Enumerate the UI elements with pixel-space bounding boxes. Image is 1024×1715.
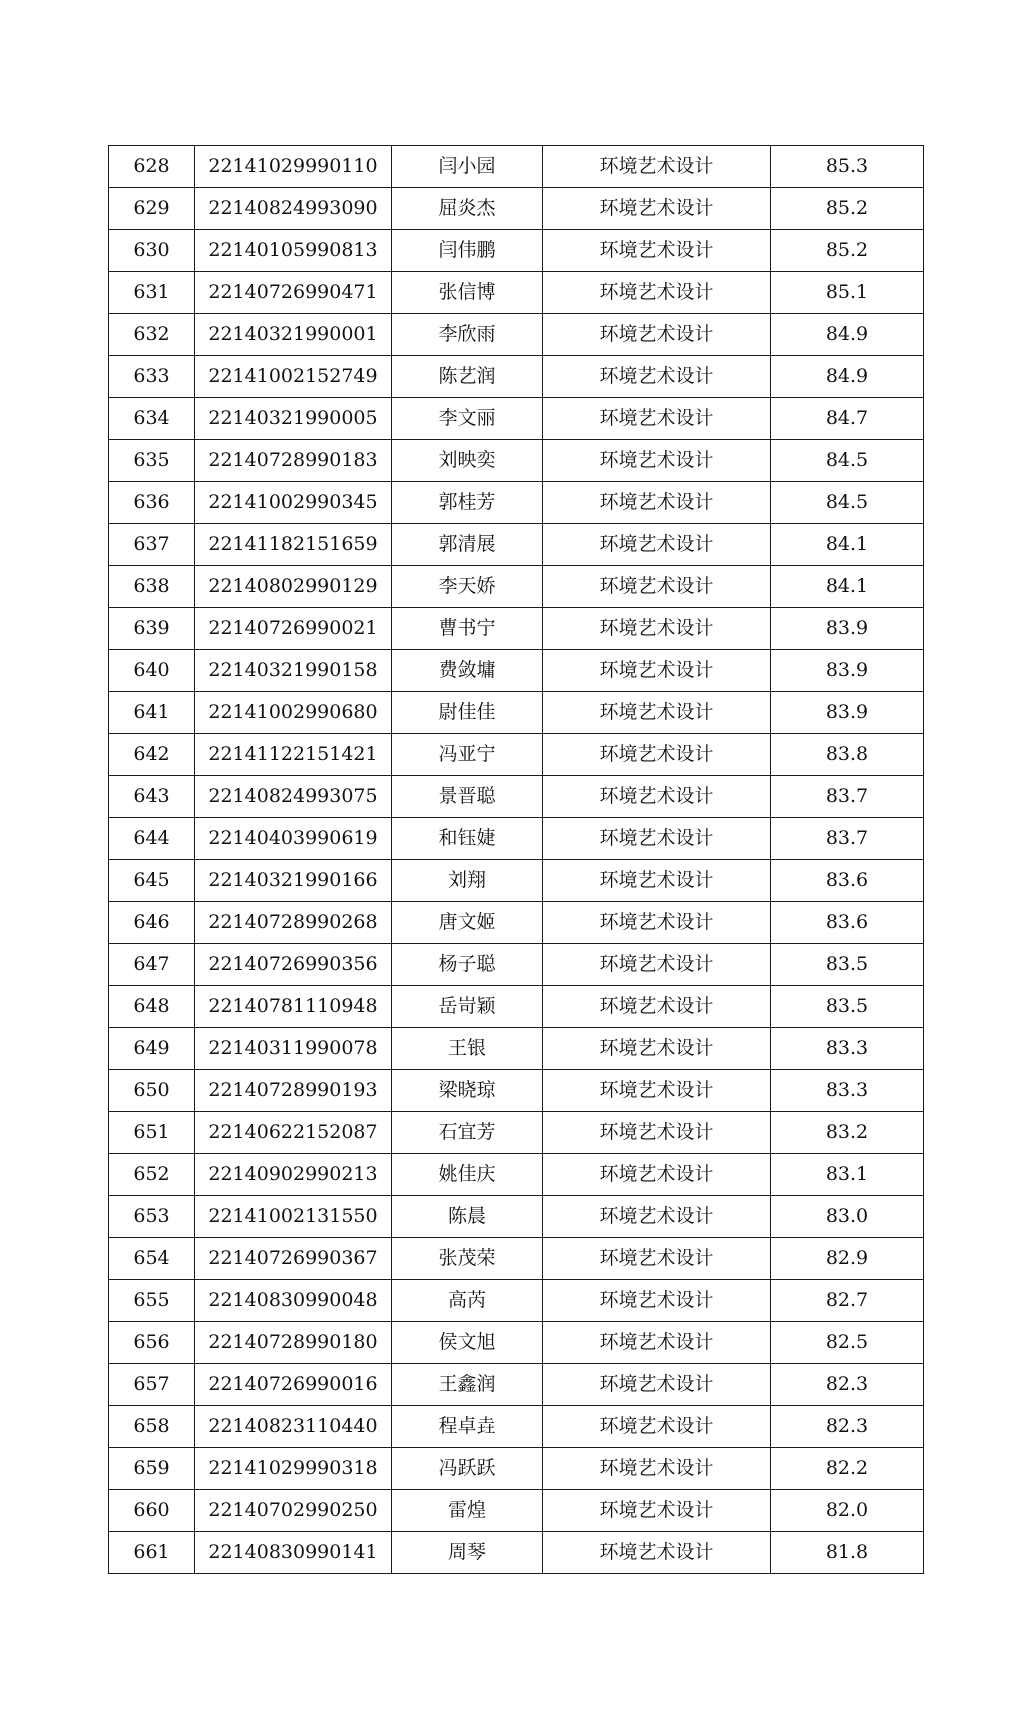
student-name-cell: 曹书宁 [392,608,543,650]
rank-cell: 646 [109,902,195,944]
candidate-id-cell: 22140902990213 [195,1154,392,1196]
table-row [109,524,924,566]
candidate-id-cell: 22140702990250 [195,1490,392,1532]
table-row [109,1238,924,1280]
rank-cell: 644 [109,818,195,860]
student-name-cell: 冯亚宁 [392,734,543,776]
major-cell: 环境艺术设计 [543,566,771,608]
score-cell: 85.3 [771,146,924,188]
major-cell: 环境艺术设计 [543,1322,771,1364]
rank-cell: 633 [109,356,195,398]
major-cell: 环境艺术设计 [543,1490,771,1532]
table-row [109,776,924,818]
score-table-body [109,146,924,1574]
rank-cell: 649 [109,1028,195,1070]
major-cell: 环境艺术设计 [543,440,771,482]
major-cell: 环境艺术设计 [543,230,771,272]
student-name-cell: 雷煌 [392,1490,543,1532]
major-cell: 环境艺术设计 [543,1406,771,1448]
student-name-cell: 程卓垚 [392,1406,543,1448]
major-cell: 环境艺术设计 [543,692,771,734]
score-cell: 83.5 [771,986,924,1028]
rank-cell: 636 [109,482,195,524]
score-cell: 82.5 [771,1322,924,1364]
score-table [108,145,924,1574]
candidate-id-cell: 22140726990356 [195,944,392,986]
table-row [109,566,924,608]
score-cell: 82.3 [771,1406,924,1448]
major-cell: 环境艺术设计 [543,650,771,692]
rank-cell: 660 [109,1490,195,1532]
student-name-cell: 李欣雨 [392,314,543,356]
rank-cell: 657 [109,1364,195,1406]
table-row [109,1196,924,1238]
student-name-cell: 陈晨 [392,1196,543,1238]
major-cell: 环境艺术设计 [543,146,771,188]
rank-cell: 651 [109,1112,195,1154]
major-cell: 环境艺术设计 [543,944,771,986]
table-row [109,1532,924,1574]
rank-cell: 650 [109,1070,195,1112]
score-cell: 83.3 [771,1028,924,1070]
major-cell: 环境艺术设计 [543,986,771,1028]
student-name-cell: 王鑫润 [392,1364,543,1406]
major-cell: 环境艺术设计 [543,356,771,398]
candidate-id-cell: 22140781110948 [195,986,392,1028]
table-row [109,818,924,860]
rank-cell: 632 [109,314,195,356]
table-row [109,734,924,776]
rank-cell: 629 [109,188,195,230]
score-cell: 83.6 [771,860,924,902]
score-cell: 85.1 [771,272,924,314]
student-name-cell: 屈炎杰 [392,188,543,230]
candidate-id-cell: 22140726990367 [195,1238,392,1280]
candidate-id-cell: 22140823110440 [195,1406,392,1448]
major-cell: 环境艺术设计 [543,1028,771,1070]
table-row [109,650,924,692]
table-row [109,1154,924,1196]
candidate-id-cell: 22141029990110 [195,146,392,188]
score-cell: 84.7 [771,398,924,440]
student-name-cell: 刘映奕 [392,440,543,482]
student-name-cell: 姚佳庆 [392,1154,543,1196]
student-name-cell: 杨子聪 [392,944,543,986]
table-row [109,188,924,230]
student-name-cell: 侯文旭 [392,1322,543,1364]
score-cell: 83.0 [771,1196,924,1238]
rank-cell: 637 [109,524,195,566]
rank-cell: 643 [109,776,195,818]
student-name-cell: 石宜芳 [392,1112,543,1154]
major-cell: 环境艺术设计 [543,1196,771,1238]
major-cell: 环境艺术设计 [543,734,771,776]
major-cell: 环境艺术设计 [543,1238,771,1280]
score-cell: 85.2 [771,230,924,272]
candidate-id-cell: 22140728990193 [195,1070,392,1112]
table-row [109,608,924,650]
student-name-cell: 唐文姬 [392,902,543,944]
student-name-cell: 周琴 [392,1532,543,1574]
rank-cell: 654 [109,1238,195,1280]
major-cell: 环境艺术设计 [543,398,771,440]
score-cell: 83.3 [771,1070,924,1112]
candidate-id-cell: 22141002990345 [195,482,392,524]
candidate-id-cell: 22140728990180 [195,1322,392,1364]
rank-cell: 652 [109,1154,195,1196]
candidate-id-cell: 22140622152087 [195,1112,392,1154]
table-row [109,1112,924,1154]
rank-cell: 628 [109,146,195,188]
table-row [109,146,924,188]
candidate-id-cell: 22140728990183 [195,440,392,482]
student-name-cell: 李天娇 [392,566,543,608]
major-cell: 环境艺术设计 [543,776,771,818]
major-cell: 环境艺术设计 [543,314,771,356]
table-row [109,1028,924,1070]
table-row [109,1364,924,1406]
student-name-cell: 王银 [392,1028,543,1070]
table-row [109,1406,924,1448]
student-name-cell: 尉佳佳 [392,692,543,734]
score-cell: 83.6 [771,902,924,944]
candidate-id-cell: 22141002152749 [195,356,392,398]
major-cell: 环境艺术设计 [543,860,771,902]
candidate-id-cell: 22141002131550 [195,1196,392,1238]
student-name-cell: 郭清展 [392,524,543,566]
student-name-cell: 刘翔 [392,860,543,902]
table-row [109,860,924,902]
rank-cell: 638 [109,566,195,608]
rank-cell: 640 [109,650,195,692]
student-name-cell: 费敛墉 [392,650,543,692]
table-row [109,272,924,314]
student-name-cell: 高芮 [392,1280,543,1322]
student-name-cell: 闫小园 [392,146,543,188]
rank-cell: 656 [109,1322,195,1364]
table-row [109,1490,924,1532]
student-name-cell: 岳岢颖 [392,986,543,1028]
candidate-id-cell: 22140802990129 [195,566,392,608]
score-cell: 83.9 [771,608,924,650]
score-cell: 81.8 [771,1532,924,1574]
score-cell: 84.1 [771,524,924,566]
rank-cell: 639 [109,608,195,650]
table-row [109,1448,924,1490]
rank-cell: 634 [109,398,195,440]
rank-cell: 653 [109,1196,195,1238]
table-row [109,356,924,398]
table-row [109,692,924,734]
candidate-id-cell: 22140824993090 [195,188,392,230]
candidate-id-cell: 22141182151659 [195,524,392,566]
student-name-cell: 李文丽 [392,398,543,440]
score-cell: 82.9 [771,1238,924,1280]
student-name-cell: 景晋聪 [392,776,543,818]
rank-cell: 641 [109,692,195,734]
score-cell: 83.9 [771,692,924,734]
rank-cell: 648 [109,986,195,1028]
table-row [109,230,924,272]
rank-cell: 635 [109,440,195,482]
score-cell: 82.7 [771,1280,924,1322]
rank-cell: 631 [109,272,195,314]
rank-cell: 659 [109,1448,195,1490]
student-name-cell: 冯跃跃 [392,1448,543,1490]
rank-cell: 630 [109,230,195,272]
score-cell: 83.5 [771,944,924,986]
candidate-id-cell: 22140311990078 [195,1028,392,1070]
candidate-id-cell: 22141002990680 [195,692,392,734]
student-name-cell: 梁晓琼 [392,1070,543,1112]
rank-cell: 661 [109,1532,195,1574]
score-cell: 84.9 [771,314,924,356]
major-cell: 环境艺术设计 [543,1280,771,1322]
student-name-cell: 郭桂芳 [392,482,543,524]
candidate-id-cell: 22140830990141 [195,1532,392,1574]
candidate-id-cell: 22140403990619 [195,818,392,860]
score-cell: 83.8 [771,734,924,776]
candidate-id-cell: 22140321990001 [195,314,392,356]
student-name-cell: 张信博 [392,272,543,314]
table-row [109,482,924,524]
score-cell: 83.2 [771,1112,924,1154]
major-cell: 环境艺术设计 [543,1154,771,1196]
score-cell: 82.2 [771,1448,924,1490]
table-row [109,398,924,440]
score-cell: 83.1 [771,1154,924,1196]
candidate-id-cell: 22141122151421 [195,734,392,776]
score-cell: 83.7 [771,776,924,818]
candidate-id-cell: 22140726990471 [195,272,392,314]
candidate-id-cell: 22140726990016 [195,1364,392,1406]
score-cell: 83.9 [771,650,924,692]
student-name-cell: 陈艺润 [392,356,543,398]
candidate-id-cell: 22140728990268 [195,902,392,944]
candidate-id-cell: 22140321990158 [195,650,392,692]
table-row [109,1070,924,1112]
major-cell: 环境艺术设计 [543,272,771,314]
student-name-cell: 和钰婕 [392,818,543,860]
major-cell: 环境艺术设计 [543,188,771,230]
table-row [109,1322,924,1364]
major-cell: 环境艺术设计 [543,608,771,650]
table-row [109,902,924,944]
table-row [109,944,924,986]
score-cell: 85.2 [771,188,924,230]
rank-cell: 642 [109,734,195,776]
score-cell: 82.0 [771,1490,924,1532]
major-cell: 环境艺术设计 [543,902,771,944]
major-cell: 环境艺术设计 [543,1448,771,1490]
rank-cell: 655 [109,1280,195,1322]
major-cell: 环境艺术设计 [543,818,771,860]
table-row [109,1280,924,1322]
table-row [109,314,924,356]
candidate-id-cell: 22141029990318 [195,1448,392,1490]
table-row [109,986,924,1028]
score-cell: 84.9 [771,356,924,398]
score-cell: 84.5 [771,482,924,524]
major-cell: 环境艺术设计 [543,482,771,524]
rank-cell: 658 [109,1406,195,1448]
major-cell: 环境艺术设计 [543,1112,771,1154]
student-name-cell: 张茂荣 [392,1238,543,1280]
rank-cell: 647 [109,944,195,986]
candidate-id-cell: 22140830990048 [195,1280,392,1322]
major-cell: 环境艺术设计 [543,1532,771,1574]
table-row [109,440,924,482]
rank-cell: 645 [109,860,195,902]
major-cell: 环境艺术设计 [543,524,771,566]
candidate-id-cell: 22140726990021 [195,608,392,650]
candidate-id-cell: 22140824993075 [195,776,392,818]
score-cell: 82.3 [771,1364,924,1406]
score-cell: 83.7 [771,818,924,860]
score-cell: 84.5 [771,440,924,482]
candidate-id-cell: 22140321990005 [195,398,392,440]
major-cell: 环境艺术设计 [543,1070,771,1112]
major-cell: 环境艺术设计 [543,1364,771,1406]
candidate-id-cell: 22140321990166 [195,860,392,902]
score-cell: 84.1 [771,566,924,608]
candidate-id-cell: 22140105990813 [195,230,392,272]
student-name-cell: 闫伟鹏 [392,230,543,272]
